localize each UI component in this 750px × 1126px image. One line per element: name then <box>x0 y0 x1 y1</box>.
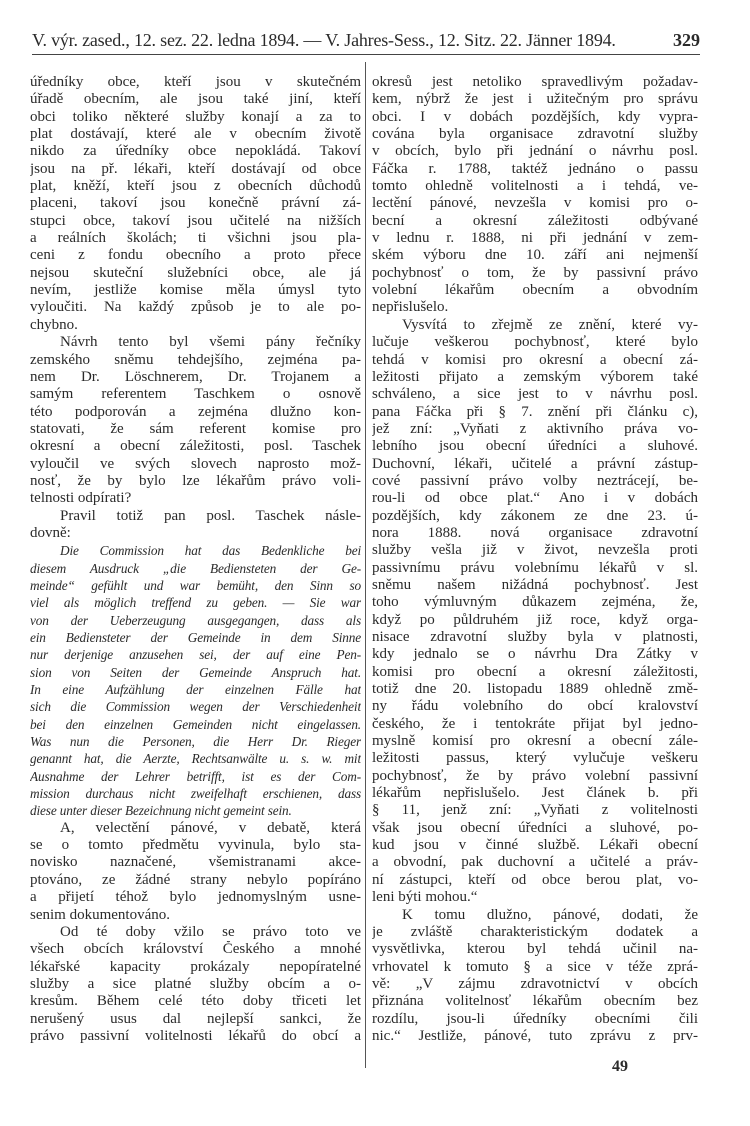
text-line: když po půldruhém již roce, když orga- <box>372 611 698 628</box>
text-line: lebního jsou obecní úředníci a sluhové. <box>372 438 698 455</box>
text-line: lékařské kapacity prokázaly nepopíratelné <box>30 958 361 975</box>
text-line: toho výmluvným důkazem zejména, že, <box>372 594 698 611</box>
text-line: plat dostávají, které ale v obecním životě <box>30 126 361 143</box>
text-line: této podporován a zejména dlužno kon- <box>30 403 361 420</box>
text-line: cové passivní právo volby neztrácejí, be- <box>372 472 698 489</box>
text-line: volební lékařům obecním a obvodním <box>372 282 698 299</box>
text-line: pochybnosť, že by právo volební passivní <box>372 767 698 784</box>
text-line: se o tomto předmětu vyvinula, bylo sta- <box>30 837 361 854</box>
text-line: obci toliko některé služby konají a za to <box>30 108 361 125</box>
text-line: je zvláště charakteristickým dodatek a <box>372 923 698 940</box>
text-line: a obvodní, pak duchovní a učitelé a práv- <box>372 854 698 871</box>
text-line: ležitosti přijato a zemským výborem také <box>372 368 698 385</box>
text-line: ny řádu volebního do obcí kralovství <box>372 698 698 715</box>
text-line: genannt hat, die Aerzte, Rechtsanwälte u. s. w. mit <box>30 751 361 767</box>
text-line: kud jsou v činné službě. Lékaři obecní <box>372 837 698 854</box>
text-line: úřadě obecním, ale jsou také jiní, kteří <box>30 91 361 108</box>
text-line: ein Bediensteter der Gemeinde in dem Sinne <box>30 630 361 645</box>
text-line: v obcích, bylo při jednání o návrhu posl. <box>372 143 698 160</box>
text-line: nem Dr. Löschnerem, Dr. Trojanem a <box>30 368 361 385</box>
text-line: komisi pro obecní a okresní záležitosti, <box>372 663 698 680</box>
paragraph <box>372 907 698 1046</box>
text-line: cována byla organisace zdravotní služby <box>372 126 698 143</box>
text-line: nisace zdravotní služby byla v platnosti, <box>372 629 698 645</box>
text-line: diesem Ausdruck „die Bediensteten der Ge- <box>30 560 361 576</box>
paragraph <box>30 334 361 507</box>
text-line: stupci obce, takoví jsou učitelé na nižších <box>30 212 361 229</box>
german-quote-paragraph <box>30 542 361 820</box>
text-line: Duchovní, lékaři, učitelé a právní zástup- <box>372 455 698 472</box>
text-line: služby vešla již v život, nevzešla proti <box>372 542 698 559</box>
text-line: § 11, jenž zní: „Vyňati z volitelnosti <box>372 802 698 819</box>
text-line: však jsou obecní úředníci a sluhové, po- <box>372 819 698 836</box>
paragraph <box>372 74 698 317</box>
text-line: obci. I v dobách pozdějších, kdy vypra- <box>372 108 698 125</box>
text-line: pana Fáčka při § 7. znění při článku c), <box>372 403 698 420</box>
text-line: sion von Seiten der Gemeinde Anspruch hat. <box>30 664 361 680</box>
text-line: pozdějších, kdy zákonem ze dne 23. ú- <box>372 507 698 524</box>
text-line: diese unter dieser Bezeichnung nicht gemeint sein. <box>30 803 292 819</box>
text-line: chybno. <box>30 316 78 333</box>
text-line: tehdá v komisi pro okresní a obecní zá- <box>372 351 698 368</box>
text-line: nora 1888. nová organisace zdravotní <box>372 524 698 541</box>
text-line: ležitosti passus, který vylučuje veškeru <box>372 750 698 767</box>
text-line: becní a okresní záležitosti odbývané <box>372 212 698 229</box>
text-line: schváleno, a sice jest to v návrhu posl. <box>372 386 698 403</box>
text-line: K tomu dlužno, pánové, dodati, že <box>402 906 698 923</box>
text-line: kdy jednalo se o návrhu Dra Zátky v <box>372 646 698 663</box>
text-line: plat, kněží, kteří jsou z obecních důchodů <box>30 178 361 195</box>
text-line: nejsou skuteční služebníci obce, ale já <box>30 264 361 281</box>
text-line: ní zástupci, kteří od obce berou plat, vo- <box>372 871 698 888</box>
text-line: Od té doby vžilo se právo toto ve <box>60 923 361 940</box>
text-line: samým referentem Taschkem o osnově <box>30 386 361 403</box>
text-line: lučuje veškerou pochybnosť, které bylo <box>372 334 698 351</box>
text-line: přiznána volitelnosť lékařům obecním bez <box>372 993 698 1010</box>
text-line: okresů jest netoliko spravedlivým požadav- <box>372 74 698 90</box>
text-line: A, velectění pánové, v debatě, která <box>60 819 361 836</box>
text-line: jež zní: „Vyňati z aktivního práva vo- <box>372 420 698 437</box>
text-line: nerušený usus dal nejlepší sankci, že <box>30 1010 361 1027</box>
right-column <box>372 74 698 1045</box>
text-line: vě: „V zájmu zdravotnictví v obcích <box>372 975 698 992</box>
text-line: Návrh tento byl všemi pány řečníky <box>60 334 361 351</box>
text-line: novisko naznačené, všemistranami akce- <box>30 854 361 871</box>
text-line: von der Ueberzeugung ausgegangen, dass als <box>30 612 361 628</box>
text-line: vrhovatel k tomuto § a sice v téže zprá- <box>372 958 698 975</box>
text-line: mission durchaus nicht zweifelhaft erschienen, dass <box>30 786 361 802</box>
text-line: nur derjenige anzusehen sei, der auf eine Pen- <box>30 647 361 663</box>
paragraph <box>30 508 361 543</box>
paragraph <box>30 820 361 924</box>
text-line: placeni, takoví jsou konečně právní zá- <box>30 195 361 212</box>
text-line: Pravil totiž pan posl. Taschek násle- <box>60 507 361 524</box>
text-line: vyloučil ve svých slovech naprosto mož- <box>30 455 361 472</box>
text-line: a reálních školách; ti všichni jsou pla- <box>30 230 361 247</box>
text-line: In eine Aufzählung der einzelnen Fälle hat <box>30 682 361 698</box>
text-line: pochybnosť o tom, že by passivní právo <box>372 264 698 281</box>
text-line: úředníky obce, kteří jsou v skutečném <box>30 74 361 90</box>
text-line: jsou na př. lékaři, kteří dostávají od obce <box>30 160 361 177</box>
text-line: českého, že i tentokráte přijat byl jedno- <box>372 715 698 732</box>
left-column <box>30 74 361 1045</box>
text-line: telnosti odpírati? <box>30 490 132 507</box>
text-line: zemského sněmu tehdejšího, zejména pa- <box>30 351 361 368</box>
text-line: a přijetí téhož bylo jednomyslným usne- <box>30 889 361 906</box>
page-number: 329 <box>673 30 700 50</box>
text-line: Was nun die Personen, die Herr Dr. Rieger <box>30 734 361 750</box>
text-line: sněmu našem nižádná pochybnosť. Jest <box>372 576 698 593</box>
text-line: viel als möglich treffend zu geben. — Sie war <box>30 595 361 611</box>
text-line: nosť, že by bylo lze lékařům právo voli- <box>30 472 361 489</box>
text-line: všech obcích království Českého a mnohé <box>30 941 361 958</box>
text-line: Vysvítá to zřejmě ze znění, které vy- <box>402 316 698 333</box>
text-line: meinde“ gefühlt und war bemüht, den Sinn so <box>30 577 361 593</box>
text-line: nevím, jestliže komise měla úmysl tyto <box>30 282 361 299</box>
text-line: kem, nýbrž že jest i užitečným pro správu <box>372 91 698 108</box>
text-line: lékařům nepřislušelo. Jest článek b. při <box>372 785 698 802</box>
signature-number: 49 <box>612 1058 628 1075</box>
paragraph <box>30 74 361 334</box>
running-header <box>32 30 700 55</box>
text-line: kresům. Během celé této doby třiceti let <box>30 993 361 1010</box>
text-line: senim dokumentováno. <box>30 906 170 923</box>
text-line: totiž dne 20. listopadu 1889 ohledně změ- <box>372 681 698 698</box>
text-line: vysvětlivka, kterou byl tehdá učinil na- <box>372 941 698 958</box>
text-line: Die Commission hat das Bedenkliche bei <box>60 543 361 559</box>
text-line: bei den einzelnen Gemeinden nicht eingelassen. <box>30 716 361 732</box>
paragraph <box>372 317 698 907</box>
text-line: vyloučiti. Na každý způsob je to ale po- <box>30 299 361 316</box>
text-line: statovati, že sám referent komise pro <box>30 420 361 437</box>
paragraph <box>30 924 361 1045</box>
text-line: ském výboru dne 10. září ani nejmenší <box>372 247 698 264</box>
text-line: Fáčka r. 1788, taktéž jednáno o passu <box>372 160 698 177</box>
text-line: lectění pánové, nevzešla v komisi pro o- <box>372 195 698 212</box>
running-header-title: V. výr. zased., 12. sez. 22. ledna 1894. — V. Jahres-Sess., 12. Sitz. 22. Jänner 1894. <box>32 30 616 50</box>
text-line: nic.“ Jestliže, pánové, tuto zprávu z prv- <box>372 1027 698 1044</box>
text-line: nepřislušelo. <box>372 299 449 316</box>
text-line: služby a sice platné služby obcím a o- <box>30 975 361 992</box>
text-line: okresní a obecní záležitosti, posl. Taschek <box>30 438 361 455</box>
text-line: dovně: <box>30 524 71 541</box>
text-line: rozdílu, jsou-li úředníky obecními čili <box>372 1010 698 1027</box>
text-line: v lednu r. 1888, ni při jednání v zem- <box>372 230 698 247</box>
text-line: ptováno, ze žádné strany nebylo popíráno <box>30 871 361 888</box>
text-line: právo passivní volitelnosti lékařů do obcí a <box>30 1027 361 1044</box>
text-line: Ausnahme der Lehrer betrifft, ist es der Com- <box>30 768 361 784</box>
text-line: myslně komisí pro okresní a obecní zále- <box>372 733 698 750</box>
text-line: rou-li od obce plat.“ Ano i v dobách <box>372 490 698 507</box>
text-line: leni býti mohou.“ <box>372 889 478 906</box>
text-line: ceni z fondu obecního a proto přece <box>30 247 361 264</box>
column-divider <box>365 62 366 1068</box>
text-line: passivnímu právu volebnímu lékařů v sl. <box>372 559 698 576</box>
text-line: nikdo za úředníky obce nepokládá. Takoví <box>30 143 361 160</box>
text-line: tomto ohledně volitelnosti a i tehdá, ve- <box>372 178 698 195</box>
text-line: sich die Commission wegen der Verschiedenheit <box>30 699 361 715</box>
